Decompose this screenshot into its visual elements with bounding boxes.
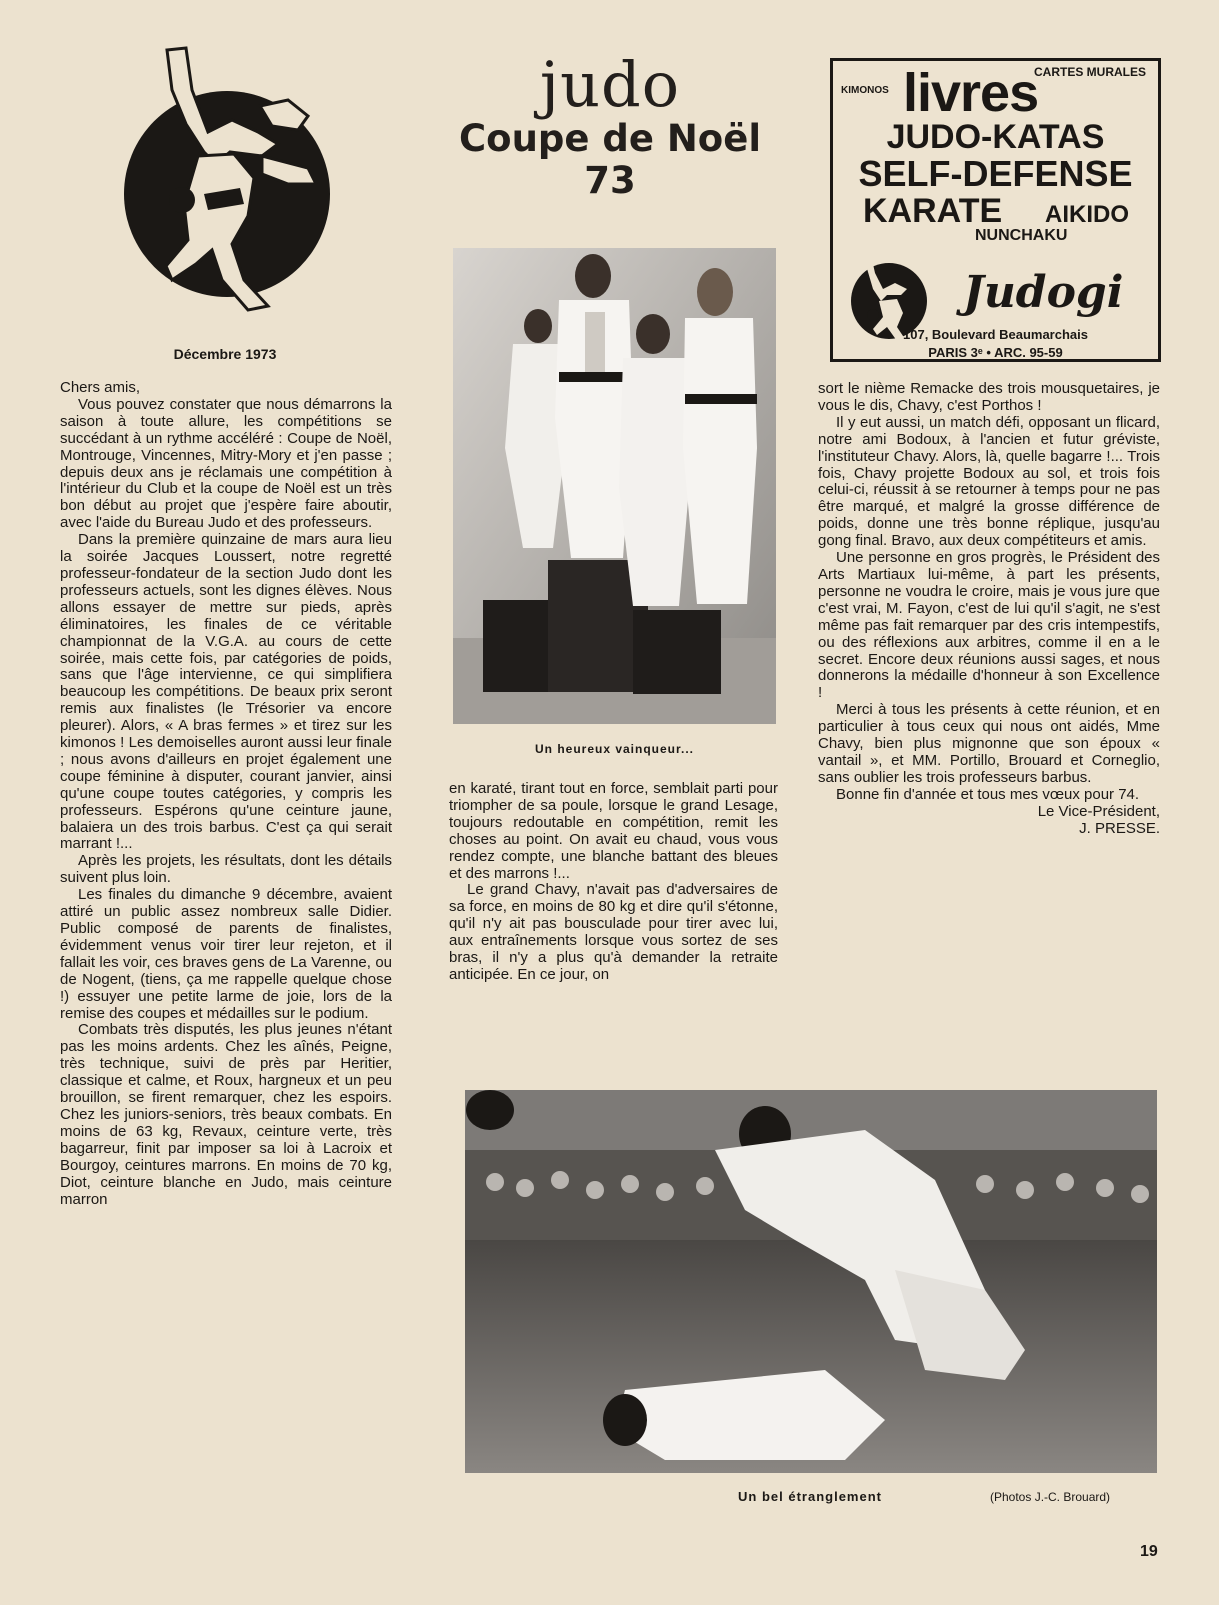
- ad-nunchaku: NUNCHAKU: [975, 227, 1068, 244]
- paragraph: Combats très disputés, les plus jeunes n'étant pas les moins ardents. Chez les aînés, Peigne, très technique, suivi de près par Heritier, classique et calme, et Roux, hargneux et un peu brouillon, se firent remarquer, chez les espoirs. Chez les juniors-seniors, très beaux combats. En moins de 63 kg, Revaux, ceinture verte, très bagarreur, finit par imposer sa loi à Lacroix et Bourgoy, ceintures marrons. En moins de 70 kg, Diot, ceinture blanche en Judo, mais ceinture marron: [60, 1021, 392, 1208]
- ad-city: PARIS 3ᵉ • ARC. 95-59: [928, 345, 1063, 360]
- title-block: [440, 48, 780, 202]
- strangle-photo-image: [465, 1090, 1157, 1473]
- greeting: Chers amis,: [60, 379, 141, 396]
- paragraph: Bonne fin d'année et tous mes vœux pour 74.: [836, 785, 1140, 803]
- signature-name: J. PRESSE.: [1079, 819, 1160, 837]
- paragraph: en karaté, tirant tout en force, semblait parti pour triompher de sa poule, lorsque le grand Lesage, toujours redoutable en compétition, remit les choses au point. On avait eu chaud, vous vous rendez compte, une blanche battant des bleues et des marrons !...: [449, 780, 778, 882]
- paragraph: Une personne en gros progrès, le Président des Arts Martiaux lui-même, à part les présents, personne ne voudra le croire, mais je vous jure que c'est vrai, M. Fayon, c'est de lui qu'il s'agit, ne s'est même pas fait remarquer par des cris intempestifs, ou des réflexions aux arbitres, comme il en a le secret. Encore deux réunions aussi sages, et nous donnerons la médaille d'honneur à son Excellence !: [818, 549, 1160, 702]
- issue-date: Décembre 1973: [173, 346, 277, 362]
- article-column-2: [449, 781, 778, 984]
- page-number: 19: [1140, 1543, 1158, 1560]
- ad-address: 107, Boulevard Beaumarchais: [903, 327, 1088, 342]
- judogi-advertisement: [830, 58, 1161, 362]
- paragraph: Le grand Chavy, n'avait pas d'adversaires de sa force, en moins de 80 kg et dire qu'il s'étonne, qu'il n'y ait pas bousculade pour tirer avec lui, aux entraînements lorsque vous sortez de ses bras, il n'y a plus qu'à demander la retraite anticipée. En ce jour, on: [449, 881, 778, 983]
- judo-emblem: [112, 44, 342, 314]
- paragraph: sort le nième Remacke des trois mousquetaires, je vous le dis, Chavy, c'est Porthos !: [818, 380, 1160, 414]
- judo-throw-icon: [112, 44, 342, 314]
- ad-karate: KARATE: [863, 192, 1003, 230]
- paragraph: Les finales du dimanche 9 décembre, avaient attiré un public assez nombreux salle Didier. Public composé de parents de finalistes, évidemment venus voir tirer leur rejeton, et il fallait les voir, ces braves gens de La Varenne, ou de Nogent, (tiens, ça me rappelle quelque chose !) essuyer une petite larme de joie, lors de la remise des coupes et médailles sur le podium.: [60, 886, 392, 1022]
- photo2-caption: Un bel étranglement: [738, 1489, 882, 1504]
- podium-photo: [453, 248, 776, 724]
- ad-kimonos: KIMONOS: [841, 85, 889, 96]
- paragraph: Merci à tous les présents à cette réunion, et en particulier à tous ceux qui nous ont aidés, Mme Chavy, bien plus mignonne que son époux « vantail », et MM. Portillo, Brouard et Corneglio, sans oublier les trois professeurs barbus.: [818, 701, 1160, 786]
- paragraph: Vous pouvez constater que nous démarrons la saison à toute allure, les compétitions se succédant à un rythme accéléré : Coupe de Noël, Montrouge, Vincennes, Mitry-Mory et j'en passe ; depuis deux ans je réclamais une compétition à l'intérieur du Club et la coupe de Noël est un très bon début au projet que j'espère faire aboutir, avec l'aide du Bureau Judo et des professeurs.: [60, 395, 392, 532]
- ad-aikido: AIKIDO: [1045, 201, 1129, 228]
- photo1-caption: Un heureux vainqueur...: [534, 742, 695, 756]
- ad-cartes: CARTES MURALES: [1033, 65, 1146, 79]
- podium-photo-image: [453, 248, 776, 724]
- page-title: Coupe de Noël 73: [459, 117, 761, 202]
- article-column-3: [818, 381, 1160, 837]
- ad-judo-katas: JUDO-KATAS: [886, 118, 1105, 156]
- paragraph: Après les projets, les résultats, dont les détails suivent plus loin.: [60, 852, 392, 887]
- signature-role: Le Vice-Président,: [1037, 802, 1160, 820]
- paragraph: Il y eut aussi, un match défi, opposant un flicard, notre ami Bodoux, à l'ancien et futur gréviste, l'instituteur Chavy. Alors, là, quelle bagarre !... Trois fois, Chavy projette Bodoux au sol, et trois fois celui-ci, réussit à se retourner à temps pour ne pas être marqué, et malgré la grosse différence de poids, donne une très bonne réplique, jusqu'au gong final. Bravo, aux deux compétiteurs et amis.: [818, 413, 1160, 550]
- photo-credit: (Photos J.-C. Brouard): [990, 1490, 1111, 1504]
- ad-livres: livres: [903, 63, 1039, 123]
- paragraph: Dans la première quinzaine de mars aura lieu la soirée Jacques Loussert, notre regretté professeur-fondateur de la section Judo dont les professeurs actuels, sont les dignes élèves. Nous allons essayer de mettre sur pieds, après éliminatoires, les finales de ce véritable championnat de la V.G.A. au cours de cette soirée, mais cette fois, par catégories de poids, sans que l'âge intervienne, ce qui simplifiera beaucoup les compétitions. De beaux prix seront remis aux finalistes (le Trésorier va encore pleurer). Alors, « A bras fermes » et tirez sur les kimonos ! Les demoiselles auront aussi leur finale ; nous avons d'ailleurs en projet également une coupe féminine à disputer, courant janvier, ainsi qu'une coupe toutes catégories, y compris les professeurs. Espérons qu'une ceinture jaune, balaiera un des trois barbus. C'est ça qui serait marrant !...: [60, 531, 392, 853]
- strangle-photo: [465, 1090, 1157, 1473]
- ad-brand: Judogi: [963, 267, 1124, 318]
- section-title: judo: [539, 48, 681, 121]
- article-column-1: [60, 380, 392, 1208]
- ad-self-defense: SELF-DEFENSE: [858, 153, 1133, 194]
